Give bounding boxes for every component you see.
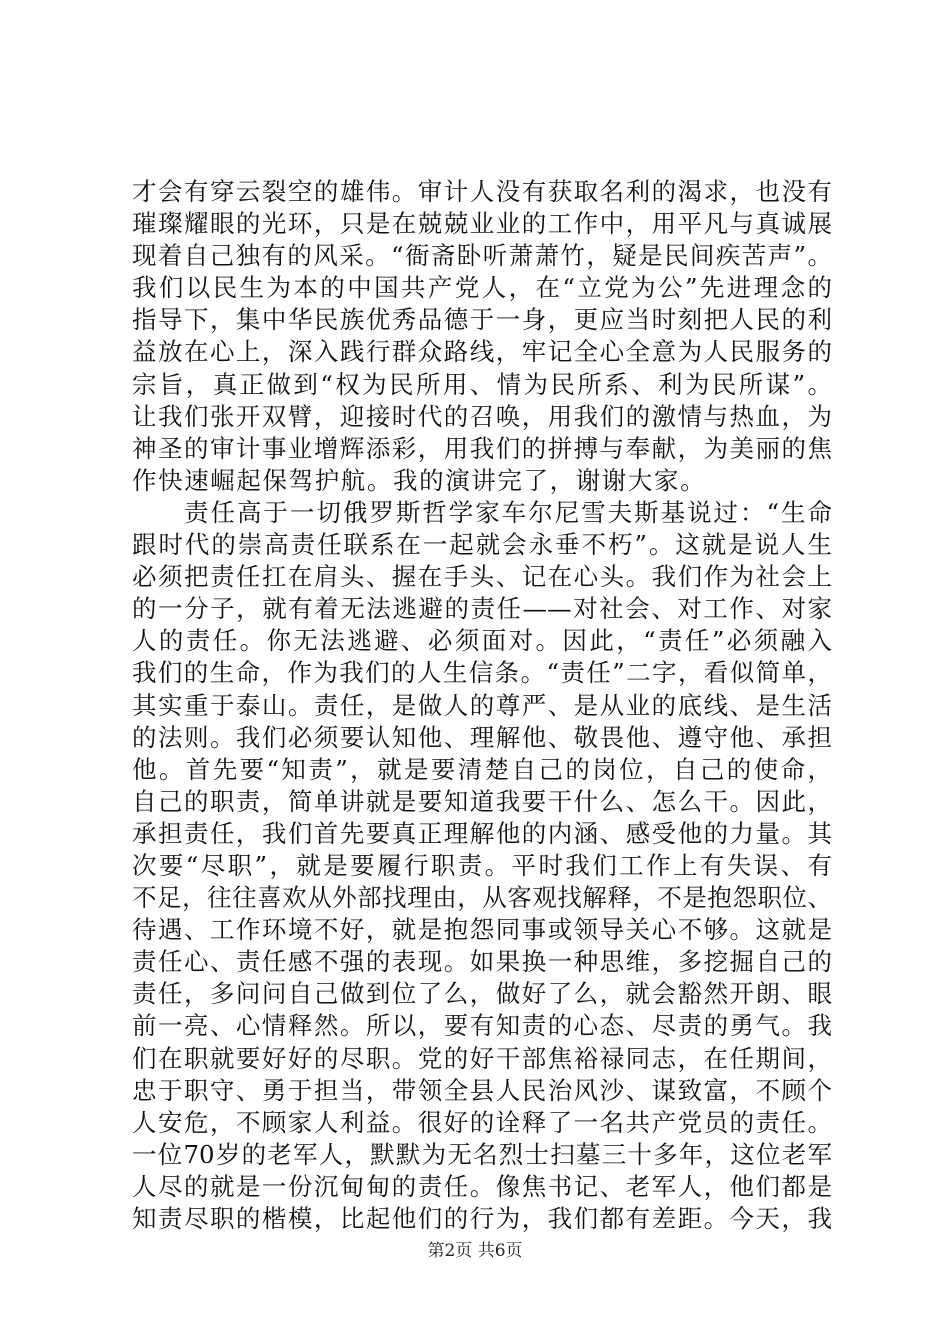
text-line: 自己的职责，简单讲就是要知道我要干什么、怎么干。因此，	[132, 786, 832, 816]
text-line: 不足，往往喜欢从外部找理由，从客观找解释，不是抱怨职位、	[132, 883, 832, 913]
text-line: 益放在心上，深入践行群众路线，牢记全心全意为人民服务的	[132, 337, 832, 367]
text-line: 指导下，集中华民族优秀品德于一身，更应当时刻把人民的利	[132, 305, 832, 335]
text-line: 跟时代的崇高责任联系在一起就会永垂不朽”。这就是说人生	[132, 530, 832, 560]
text-line: 才会有穿云裂空的雄伟。审计人没有获取名利的渴求，也没有	[132, 177, 832, 206]
text-line: 其实重于泰山。责任，是做人的尊严、是从业的底线、是生活	[132, 690, 832, 720]
text-line: 作快速崛起保驾护航。我的演讲完了，谢谢大家。	[132, 465, 707, 495]
text-line: 宗旨，真正做到“权为民所用、情为民所系、利为民所谋”。	[132, 369, 832, 399]
text-line: 璀璨耀眼的光环，只是在兢兢业业的工作中，用平凡与真诚展	[132, 209, 832, 239]
text-line: 次要“尽职”，就是要履行职责。平时我们工作上有失误、有	[132, 850, 832, 880]
text-line: 责任高于一切俄罗斯哲学家车尔尼雪夫斯基说过：“生命	[184, 497, 832, 527]
text-line: 现着自己独有的风采。“衙斋卧听萧萧竹，疑是民间疾苦声”。	[132, 241, 832, 271]
text-line: 前一亮、心情释然。所以，要有知责的心态、尽责的勇气。我	[132, 1011, 832, 1041]
text-line: 的一分子，就有着无法逃避的责任——对社会、对工作、对家	[132, 594, 832, 624]
page-number-label: 第2页 共6页	[427, 1241, 523, 1261]
paragraph	[132, 497, 832, 1235]
text-line: 我们的生命，作为我们的人生信条。“责任”二字，看似简单，	[132, 658, 832, 688]
text-line: 待遇、工作环境不好，就是抱怨同事或领导关心不够。这就是	[132, 915, 832, 945]
text-line: 知责尽职的楷模，比起他们的行为，我们都有差距。今天，我	[132, 1204, 832, 1233]
text-line: 让我们张开双臂，迎接时代的召唤，用我们的激情与热血，为	[132, 401, 832, 431]
text-line: 的法则。我们必须要认知他、理解他、敬畏他、遵守他、承担	[132, 722, 832, 752]
text-line: 必须把责任扛在肩头、握在手头、记在心头。我们作为社会上	[132, 562, 832, 592]
text-line: 神圣的审计事业增辉添彩，用我们的拼搏与奉献，为美丽的焦	[132, 433, 832, 463]
text-line: 他。首先要“知责”，就是要清楚自己的岗位，自己的使命，	[132, 754, 832, 784]
text-line: 忠于职守、勇于担当，带领全县人民治风沙、谋致富，不顾个	[132, 1075, 832, 1105]
text-line: 责任，多问问自己做到位了么，做好了么，就会豁然开朗、眼	[132, 979, 832, 1009]
text-line: 我们以民生为本的中国共产党人，在“立党为公”先进理念的	[132, 273, 832, 303]
text-line: 人安危，不顾家人利益。很好的诠释了一名共产党员的责任。	[132, 1107, 832, 1137]
paragraph	[132, 176, 832, 497]
document-body	[132, 176, 832, 1235]
text-line: 承担责任，我们首先要真正理解他的内涵、感受他的力量。其	[132, 818, 832, 848]
text-line: 人尽的就是一份沉甸甸的责任。像焦书记、老军人，他们都是	[132, 1171, 832, 1201]
text-line: 们在职就要好好的尽职。党的好干部焦裕禄同志，在任期间，	[132, 1043, 832, 1073]
text-line: 人的责任。你无法逃避、必须面对。因此，“责任”必须融入	[132, 626, 832, 656]
text-line: 一位70岁的老军人，默默为无名烈士扫墓三十多年，这位老军	[132, 1139, 832, 1169]
page-footer	[0, 1241, 950, 1261]
text-line: 责任心、责任感不强的表现。如果换一种思维，多挖掘自己的	[132, 947, 832, 977]
paragraph-container	[132, 176, 832, 1235]
